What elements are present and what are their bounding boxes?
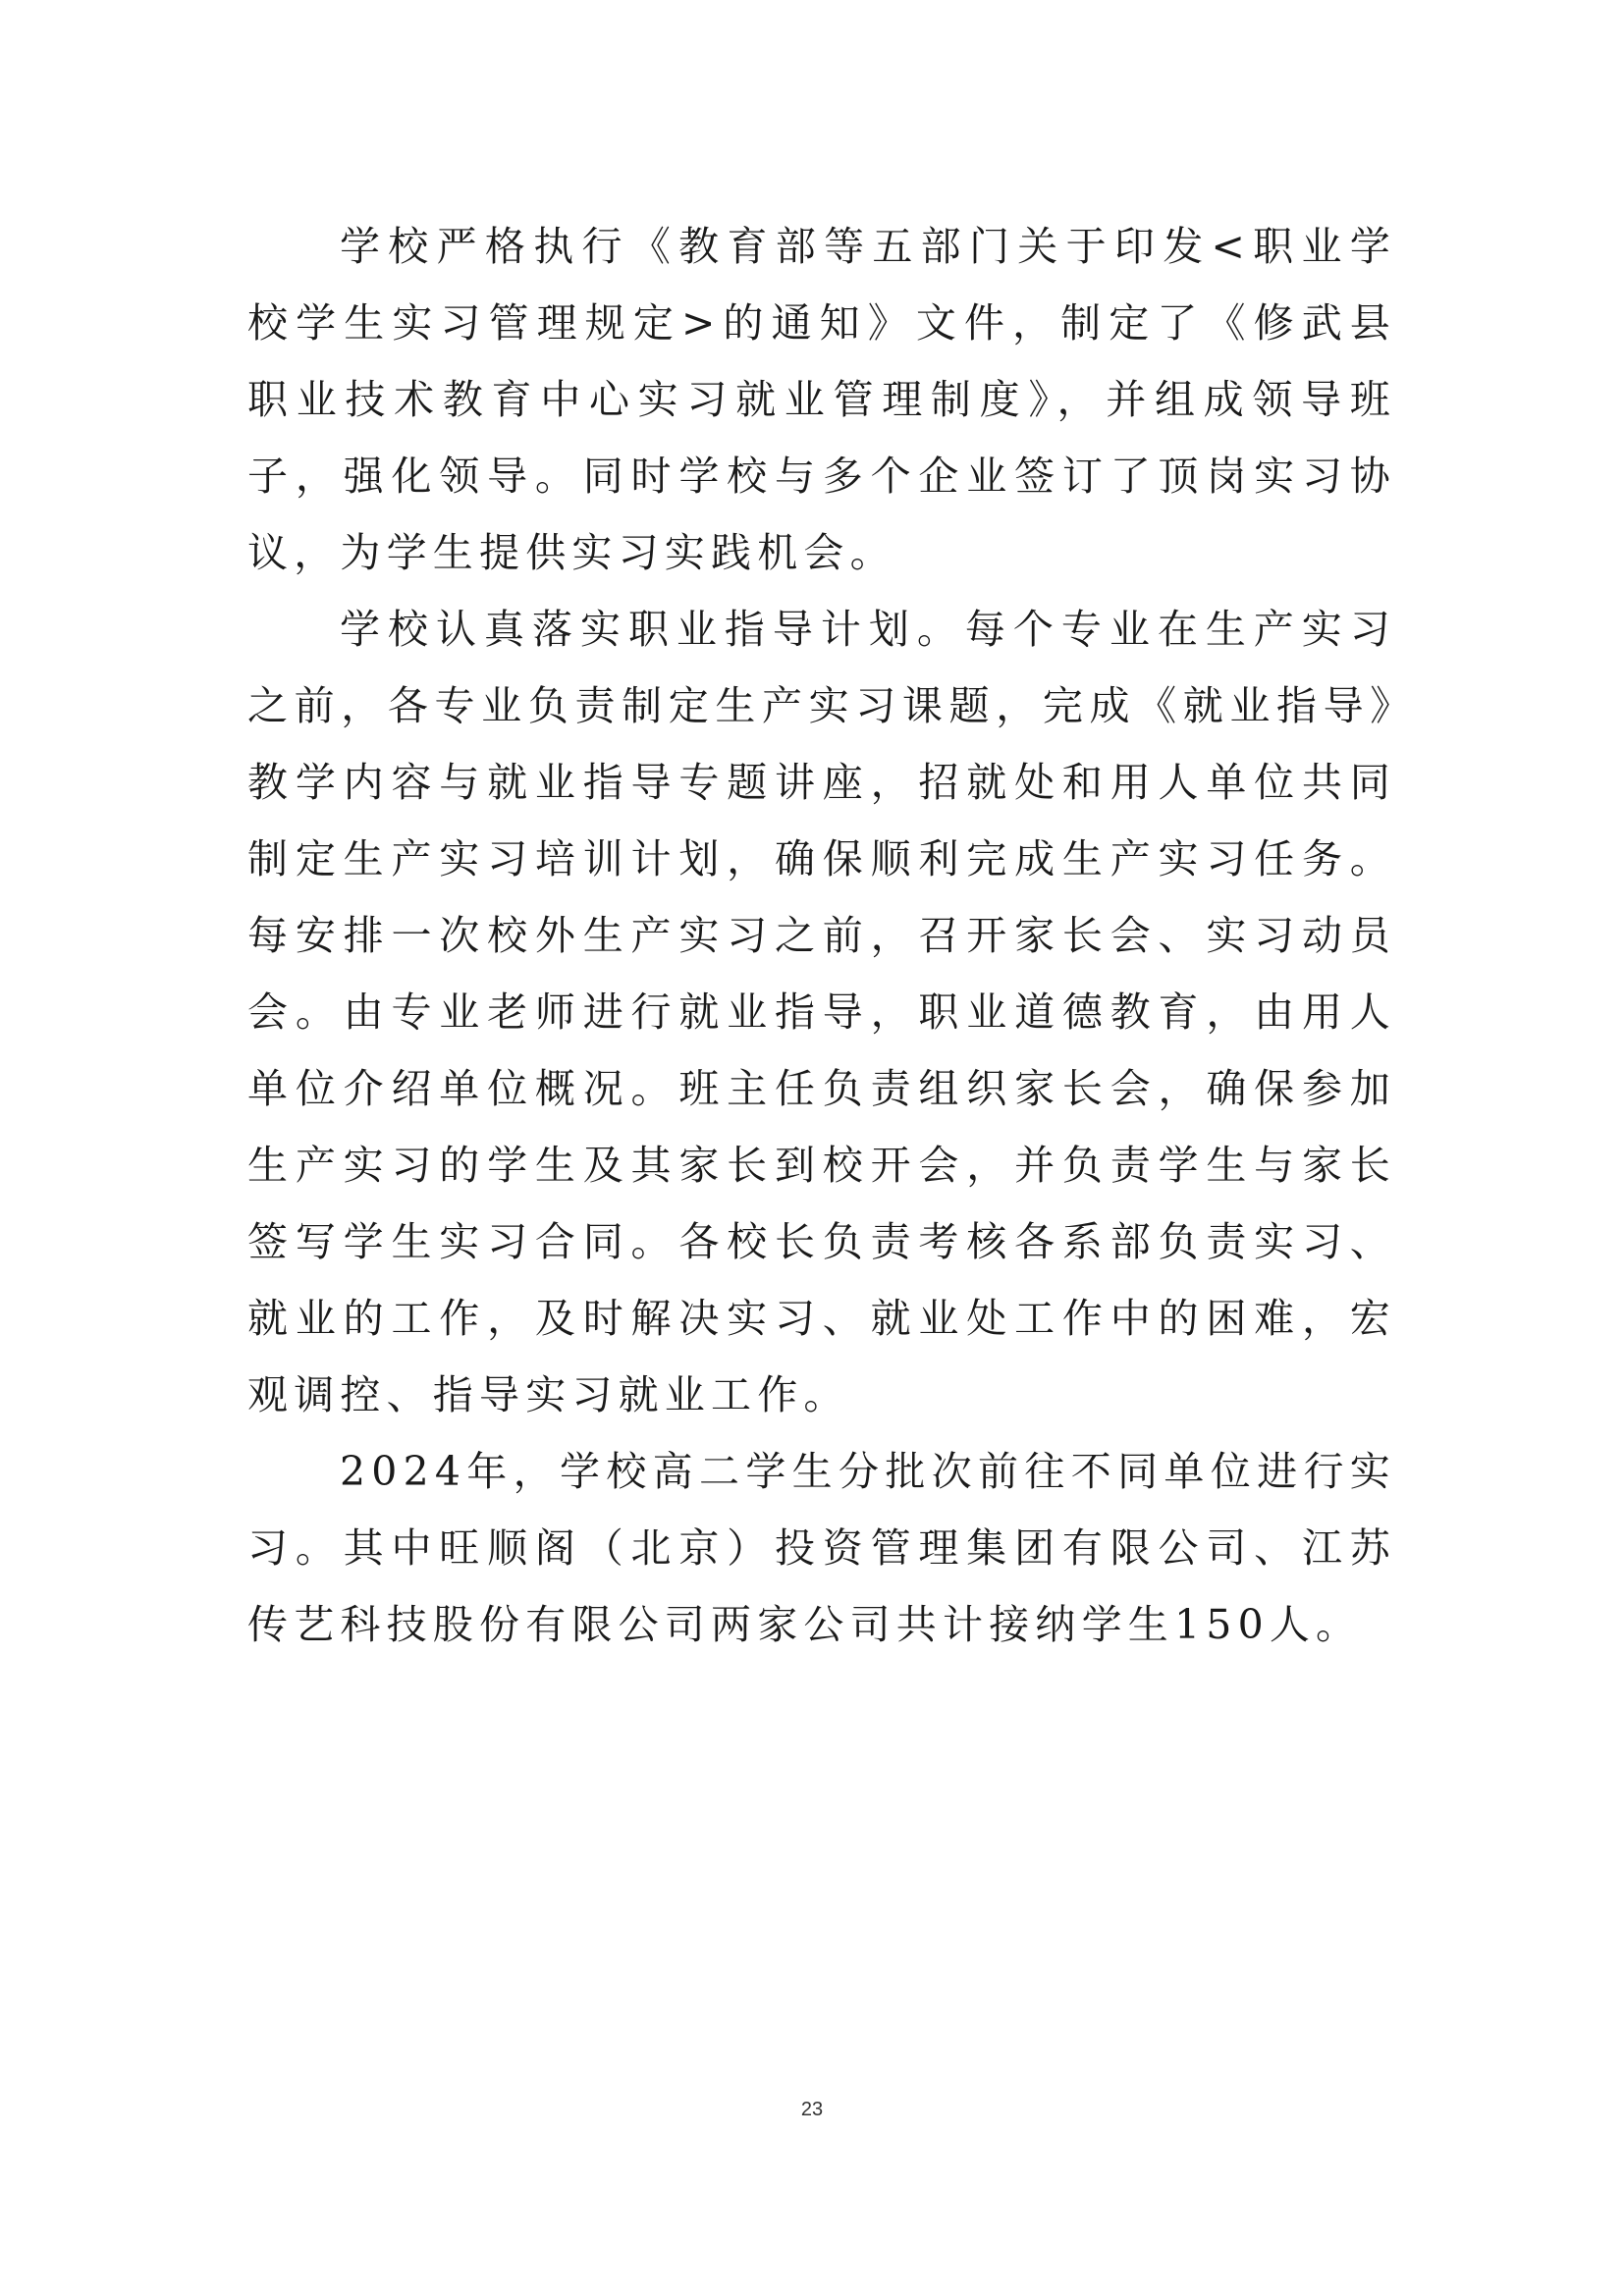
paragraph-2024-internship: 2024年，学校高二学生分批次前往不同单位进行实习。其中旺顺阁（北京）投资管理集团有限公司、江苏传艺科技股份有限公司两家公司共计接纳学生150人。 bbox=[247, 1448, 1396, 1648]
page-number: 23 bbox=[800, 2099, 824, 2120]
body-text bbox=[247, 208, 1396, 1663]
paragraph-career-guidance: 学校认真落实职业指导计划。每个专业在生产实习之前，各专业负责制定生产实习课题，完成《就业指导》教学内容与就业指导专题讲座，招就处和用人单位共同制定生产实习培训计划，确保顺利完成生产实习任务。每安排一次校外生产实习之前，召开家长会、实习动员会。由专业老师进行就业指导，职业道德教育，由用人单位介绍单位概况。班主任负责组织家长会，确保参加生产实习的学生及其家长到校开会，并负责学生与家长签写学生实习合同。各校长负责考核各系部负责实习、就业的工作，及时解决实习、就业处工作中的困难，宏观调控、指导实习就业工作。 bbox=[247, 606, 1396, 1418]
paragraph-internship-regulations: 学校严格执行《教育部等五部门关于印发<职业学校学生实习管理规定>的通知》文件，制定了《修武县职业技术教育中心实习就业管理制度》，并组成领导班子，强化领导。同时学校与多个企业签订了顶岗实习协议，为学生提供实习实践机会。 bbox=[247, 223, 1396, 576]
